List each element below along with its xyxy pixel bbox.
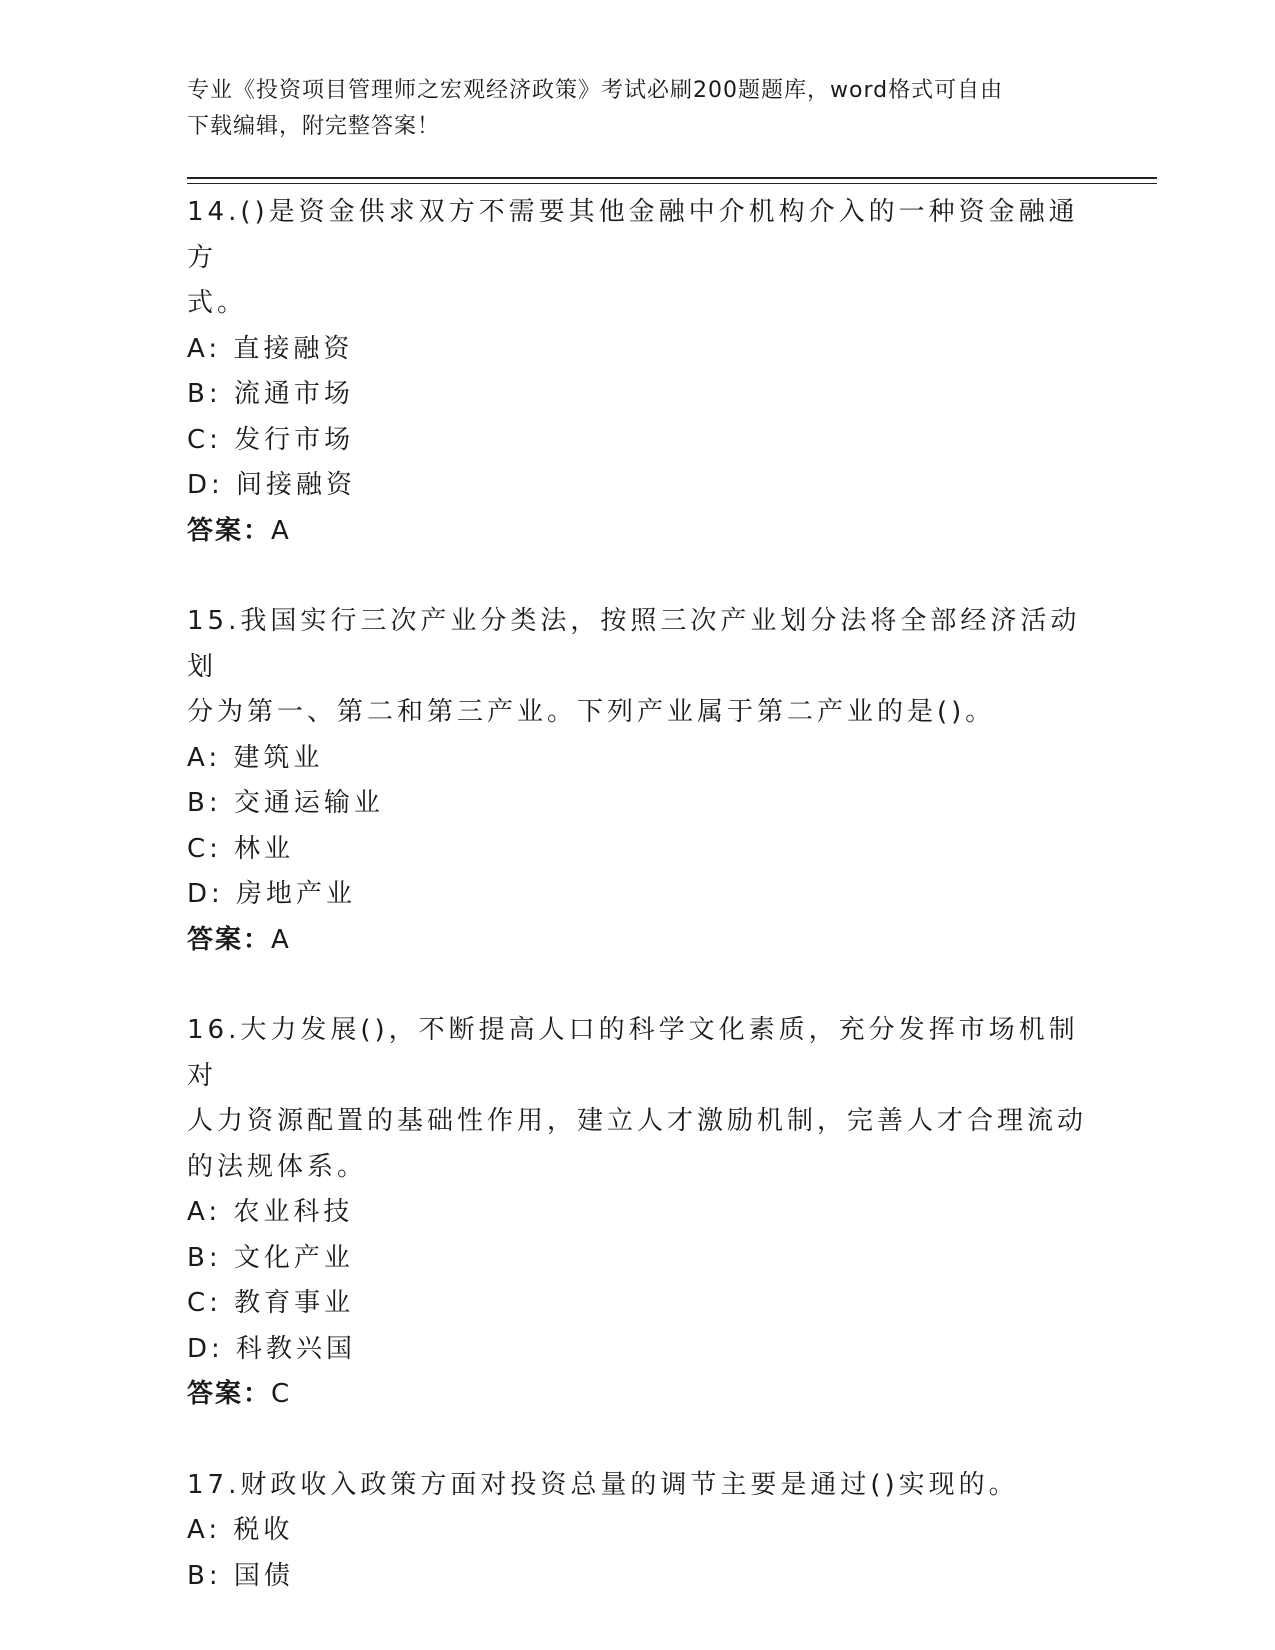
- question-text-line: 式。: [187, 288, 248, 318]
- question-block: [187, 599, 1087, 963]
- answer-line: [187, 918, 1087, 964]
- spacer: [187, 963, 1087, 1008]
- option-d: D: 房地产业: [187, 879, 357, 909]
- document-header: [187, 73, 1067, 145]
- question-text-line: 人力资源配置的基础性作用，建立人才激励机制，完善人才合理流动: [187, 1106, 1088, 1136]
- option-a: A: 建筑业: [187, 742, 324, 773]
- option-d: D: 间接融资: [187, 470, 357, 500]
- answer-value: A: [271, 515, 291, 546]
- question-text-line: 分为第一、第二和第三产业。下列产业属于第二产业的是()。: [187, 697, 996, 727]
- question-text-line: 17.财政收入政策方面对投资总量的调节主要是通过()实现的。: [187, 1469, 1019, 1500]
- question-text-line: 的法规体系。: [187, 1151, 368, 1182]
- answer-label: 答案：: [187, 515, 272, 546]
- spacer: [187, 554, 1087, 599]
- answer-label: 答案：: [187, 924, 272, 955]
- option-b: B: 交通运输业: [187, 788, 384, 818]
- header-divider-thick: [187, 177, 1157, 179]
- option-c: C: 教育事业: [187, 1288, 355, 1318]
- option-b: B: 流通市场: [187, 379, 354, 409]
- answer-line: [187, 1372, 1087, 1418]
- answer-line: [187, 509, 1087, 555]
- option-a: A: 农业科技: [187, 1197, 354, 1227]
- option-a: A: 直接融资: [187, 333, 354, 364]
- spacer: [187, 1418, 1087, 1463]
- answer-label: 答案：: [187, 1379, 272, 1409]
- header-line-2: 下载编辑，附完整答案！: [187, 114, 441, 139]
- option-c: C: 发行市场: [187, 424, 355, 455]
- question-text-line: 16.大力发展()，不断提高人口的科学文化素质，充分发挥市场机制对: [187, 1015, 1079, 1091]
- answer-value: C: [271, 1379, 292, 1409]
- question-block: [187, 1463, 1087, 1600]
- question-text-line: 14.()是资金供求双方不需要其他金融中介机构介入的一种资金融通方: [187, 197, 1079, 273]
- option-a: A: 税收: [187, 1515, 294, 1545]
- option-b: B: 文化产业: [187, 1242, 354, 1273]
- header-divider-thin: [187, 183, 1157, 184]
- header-line-1: 专业《投资项目管理师之宏观经济政策》考试必刷200题题库，word格式可自由: [187, 78, 1004, 103]
- option-b: B: 国债: [187, 1560, 294, 1591]
- question-block: [187, 1008, 1087, 1418]
- option-d: D: 科教兴国: [187, 1333, 357, 1364]
- answer-value: A: [271, 924, 291, 955]
- option-c: C: 林业: [187, 833, 295, 864]
- question-block: [187, 190, 1087, 554]
- question-text-line: 15.我国实行三次产业分类法，按照三次产业划分法将全部经济活动划: [187, 606, 1081, 682]
- question-list: [187, 190, 1087, 1599]
